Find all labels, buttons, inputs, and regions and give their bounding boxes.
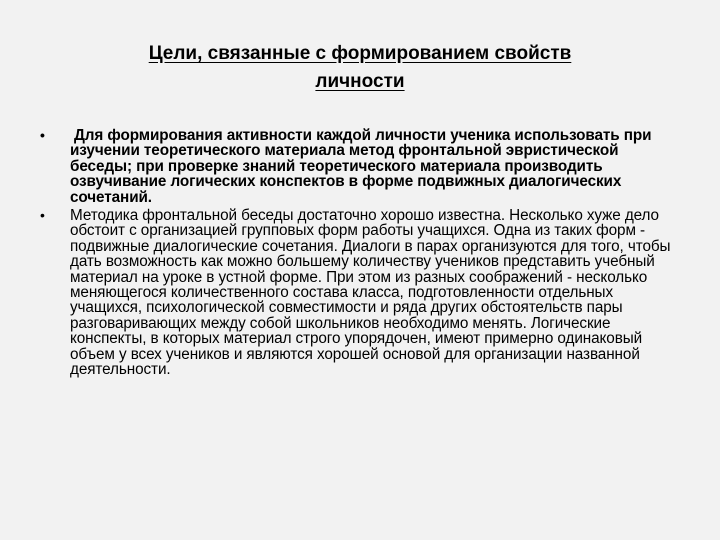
- bullet-text: Методика фронтальной беседы достаточно хорошо известна. Несколько хуже дело обстоит с организацией групповых форм работы учащихся. Одна из таких форм - подвижные диалогические сочетания. Диалоги в парах организуются для того, чтобы дать возможность как можно большему количеству учеников представить учебный материал на уроке в устной форме. При этом из разных соображений - несколько меняющегося количественного состава класса, подготовленности отдельных учащихся, психологической совместимости и ряда других обстоятельств пары разговаривающих между собой школьников необходимо менять. Логические конспекты, в которых материал строго упорядочен, имеют примерно одинаковый объем у всех учеников и являются хорошей основой для организации названной деятельности.: [70, 207, 671, 379]
- bullet-dot: •: [40, 127, 45, 143]
- bullet-list: [40, 128, 680, 378]
- bullet-item: [40, 208, 680, 377]
- slide-title-line-1: Цели, связанные с формированием свойств: [148, 43, 572, 64]
- slide-title-line-2: личности: [315, 71, 405, 92]
- slide-title: [60, 40, 660, 96]
- bullet-text: Для формирования активности каждой личности ученика использовать при изучении теоретического материала метод фронтальной эвристической беседы; при проверке знаний теоретического материала производить озвучивание логических конспектов в форме подвижных диалогических сочетаний.: [70, 127, 652, 206]
- bullet-item: [40, 128, 680, 205]
- bullet-dot: •: [40, 207, 45, 224]
